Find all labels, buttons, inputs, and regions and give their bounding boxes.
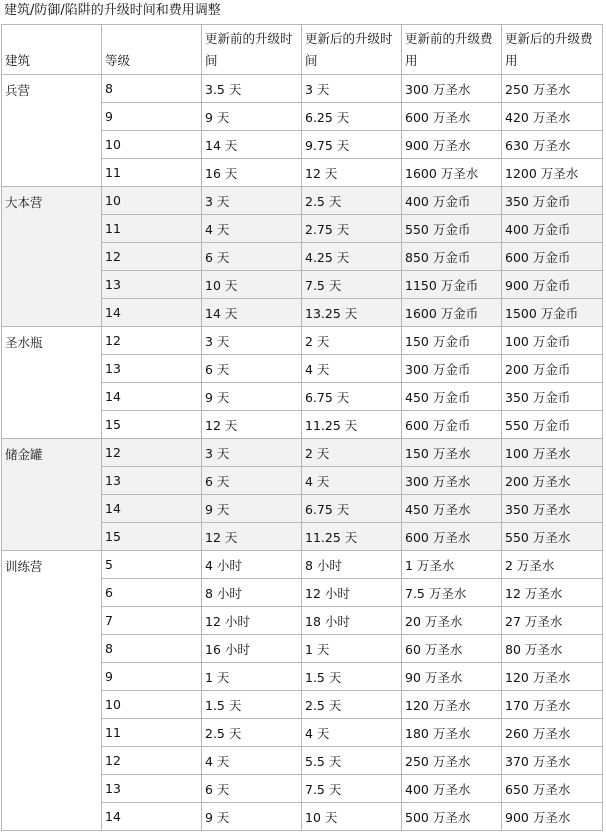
time-after-cell: 8 小时 [302,551,402,579]
time-before-cell: 16 天 [202,159,302,187]
cost-after-cell: 350 万金币 [502,187,603,215]
time-after-cell: 5.5 天 [302,747,402,775]
time-after-cell: 6.25 天 [302,103,402,131]
time-before-cell: 10 天 [202,271,302,299]
building-name-cell: 圣水瓶 [2,327,102,439]
cost-before-cell: 450 万圣水 [402,495,502,523]
cost-after-cell: 350 万圣水 [502,495,603,523]
time-before-cell: 12 天 [202,411,302,439]
level-cell: 13 [102,355,202,383]
time-after-cell: 3 天 [302,75,402,103]
cost-before-cell: 400 万圣水 [402,775,502,803]
cost-before-cell: 7.5 万圣水 [402,579,502,607]
header-cost-after: 更新后的升级费用 [502,25,603,75]
time-after-cell: 12 天 [302,159,402,187]
level-cell: 5 [102,551,202,579]
time-before-cell: 9 天 [202,803,302,831]
cost-after-cell: 420 万圣水 [502,103,603,131]
time-after-cell: 12 小时 [302,579,402,607]
level-cell: 15 [102,523,202,551]
table-header [2,25,603,75]
cost-after-cell: 80 万圣水 [502,635,603,663]
time-after-cell: 6.75 天 [302,383,402,411]
upgrade-table [1,24,603,831]
time-before-cell: 9 天 [202,495,302,523]
level-cell: 15 [102,411,202,439]
time-before-cell: 9 天 [202,383,302,411]
cost-after-cell: 260 万圣水 [502,719,603,747]
table-row [2,327,603,355]
time-before-cell: 6 天 [202,467,302,495]
cost-before-cell: 300 万圣水 [402,75,502,103]
level-cell: 12 [102,327,202,355]
cost-before-cell: 500 万圣水 [402,803,502,831]
time-before-cell: 4 天 [202,215,302,243]
cost-before-cell: 1600 万圣水 [402,159,502,187]
table-caption: 建筑/防御/陷阱的升级时间和费用调整 [4,3,221,18]
level-cell: 6 [102,579,202,607]
cost-before-cell: 600 万圣水 [402,103,502,131]
cost-before-cell: 600 万金币 [402,411,502,439]
cost-before-cell: 60 万圣水 [402,635,502,663]
level-cell: 11 [102,215,202,243]
time-after-cell: 9.75 天 [302,131,402,159]
table-row [2,551,603,579]
cost-after-cell: 1500 万金币 [502,299,603,327]
time-before-cell: 12 天 [202,523,302,551]
time-before-cell: 12 小时 [202,607,302,635]
time-after-cell: 4 天 [302,355,402,383]
time-after-cell: 13.25 天 [302,299,402,327]
table-row [2,439,603,467]
cost-after-cell: 600 万金币 [502,243,603,271]
cost-after-cell: 630 万圣水 [502,131,603,159]
table-row [2,75,603,103]
level-cell: 12 [102,243,202,271]
time-before-cell: 8 小时 [202,579,302,607]
time-after-cell: 18 小时 [302,607,402,635]
level-cell: 11 [102,159,202,187]
time-before-cell: 4 小时 [202,551,302,579]
time-before-cell: 6 天 [202,355,302,383]
cost-after-cell: 200 万圣水 [502,467,603,495]
level-cell: 14 [102,495,202,523]
cost-after-cell: 370 万圣水 [502,747,603,775]
cost-after-cell: 100 万金币 [502,327,603,355]
building-name-cell: 大本营 [2,187,102,327]
time-before-cell: 1.5 天 [202,691,302,719]
cost-after-cell: 170 万圣水 [502,691,603,719]
time-before-cell: 2.5 天 [202,719,302,747]
cost-before-cell: 250 万圣水 [402,747,502,775]
building-name-cell: 训练营 [2,551,102,831]
time-before-cell: 1 天 [202,663,302,691]
level-cell: 14 [102,299,202,327]
time-after-cell: 4 天 [302,467,402,495]
cost-before-cell: 450 万金币 [402,383,502,411]
cost-before-cell: 300 万圣水 [402,467,502,495]
time-after-cell: 4 天 [302,719,402,747]
time-after-cell: 2 天 [302,327,402,355]
cost-after-cell: 2 万圣水 [502,551,603,579]
level-cell: 8 [102,635,202,663]
time-before-cell: 3 天 [202,187,302,215]
time-before-cell: 4 天 [202,747,302,775]
time-after-cell: 2 天 [302,439,402,467]
level-cell: 13 [102,271,202,299]
cost-before-cell: 550 万金币 [402,215,502,243]
time-after-cell: 10 天 [302,803,402,831]
time-before-cell: 14 天 [202,131,302,159]
header-time-after: 更新后的升级时间 [302,25,402,75]
cost-after-cell: 400 万金币 [502,215,603,243]
time-after-cell: 6.75 天 [302,495,402,523]
time-after-cell: 2.75 天 [302,215,402,243]
level-cell: 12 [102,747,202,775]
cost-before-cell: 900 万圣水 [402,131,502,159]
level-cell: 7 [102,607,202,635]
cost-before-cell: 150 万圣水 [402,439,502,467]
time-after-cell: 2.5 天 [302,187,402,215]
cost-before-cell: 120 万圣水 [402,691,502,719]
cost-after-cell: 900 万圣水 [502,803,603,831]
cost-before-cell: 400 万金币 [402,187,502,215]
level-cell: 14 [102,803,202,831]
cost-before-cell: 600 万圣水 [402,523,502,551]
cost-after-cell: 550 万圣水 [502,523,603,551]
time-before-cell: 3 天 [202,439,302,467]
cost-before-cell: 150 万金币 [402,327,502,355]
time-after-cell: 1.5 天 [302,663,402,691]
table-row [2,187,603,215]
time-after-cell: 7.5 天 [302,775,402,803]
level-cell: 12 [102,439,202,467]
level-cell: 10 [102,691,202,719]
time-before-cell: 14 天 [202,299,302,327]
cost-before-cell: 20 万圣水 [402,607,502,635]
time-before-cell: 6 天 [202,243,302,271]
level-cell: 9 [102,103,202,131]
level-cell: 10 [102,131,202,159]
time-after-cell: 1 天 [302,635,402,663]
time-after-cell: 11.25 天 [302,411,402,439]
time-before-cell: 3.5 天 [202,75,302,103]
time-after-cell: 7.5 天 [302,271,402,299]
cost-after-cell: 550 万金币 [502,411,603,439]
cost-after-cell: 650 万圣水 [502,775,603,803]
cost-after-cell: 1200 万圣水 [502,159,603,187]
cost-after-cell: 350 万金币 [502,383,603,411]
cost-after-cell: 900 万金币 [502,271,603,299]
level-cell: 14 [102,383,202,411]
header-time-before: 更新前的升级时间 [202,25,302,75]
cost-before-cell: 1600 万金币 [402,299,502,327]
time-after-cell: 2.5 天 [302,691,402,719]
level-cell: 11 [102,719,202,747]
cost-before-cell: 180 万圣水 [402,719,502,747]
header-row [2,25,603,75]
time-after-cell: 4.25 天 [302,243,402,271]
cost-after-cell: 120 万圣水 [502,663,603,691]
level-cell: 13 [102,775,202,803]
cost-before-cell: 90 万圣水 [402,663,502,691]
time-before-cell: 16 小时 [202,635,302,663]
cost-after-cell: 250 万圣水 [502,75,603,103]
cost-after-cell: 100 万圣水 [502,439,603,467]
cost-after-cell: 27 万圣水 [502,607,603,635]
cost-after-cell: 200 万金币 [502,355,603,383]
cost-before-cell: 300 万金币 [402,355,502,383]
cost-before-cell: 850 万金币 [402,243,502,271]
cost-before-cell: 1150 万金币 [402,271,502,299]
time-before-cell: 9 天 [202,103,302,131]
header-cost-before: 更新前的升级费用 [402,25,502,75]
table-body [2,75,603,831]
level-cell: 8 [102,75,202,103]
level-cell: 9 [102,663,202,691]
time-before-cell: 3 天 [202,327,302,355]
time-before-cell: 6 天 [202,775,302,803]
cost-before-cell: 1 万圣水 [402,551,502,579]
level-cell: 10 [102,187,202,215]
building-name-cell: 储金罐 [2,439,102,551]
level-cell: 13 [102,467,202,495]
cost-after-cell: 12 万圣水 [502,579,603,607]
time-after-cell: 11.25 天 [302,523,402,551]
header-level: 等级 [102,25,202,75]
building-name-cell: 兵营 [2,75,102,187]
header-building: 建筑 [2,25,102,75]
